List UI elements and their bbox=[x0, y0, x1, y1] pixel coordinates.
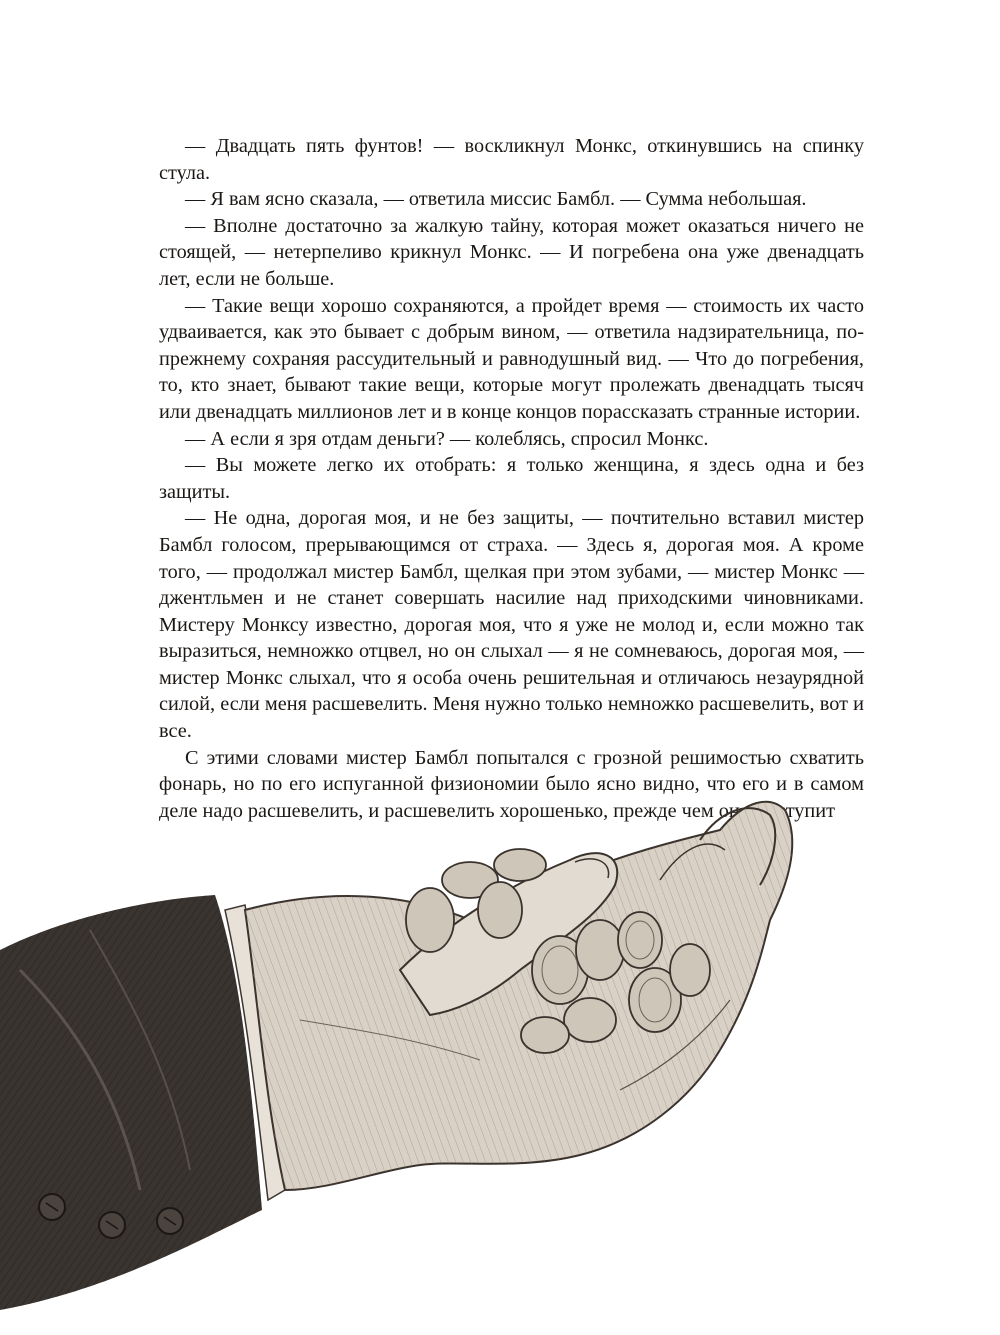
paragraph: С этими словами мистер Бамбл попытался с грозной решимостью схватить фонарь, но по его испуганной физиономии было ясно видно, что его и в самом деле надо расшевелить, и расшевелить хорошенько, прежде чем он приступит bbox=[159, 746, 864, 822]
paragraph: — Вы можете легко их отобрать: я только женщина, я здесь одна и без защиты. bbox=[159, 454, 864, 503]
paragraph: — Такие вещи хорошо сохраняются, а пройдет время — стоимость их часто удваивается, как это бывает с добрым вином, — ответила надзирательница, по-прежнему сохраняя рассудительный и равнодушный вид. — Что до погребения, то, кто знает, бывают такие вещи, которые могут пролежать двенадцать тысяч или двенадцать миллионов лет и в конце концов порассказать странные истории. bbox=[159, 294, 864, 423]
hand-with-coins-illustration bbox=[0, 770, 1000, 1335]
paragraph: — Я вам ясно сказала, — ответила миссис Бамбл. — Сумма небольшая. bbox=[185, 188, 807, 211]
paragraph: — Двадцать пять фунтов! — воскликнул Монкс, откинувшись на спинку стула. bbox=[159, 135, 864, 184]
paragraph: — А если я зря отдам деньги? — колеблясь, спросил Монкс. bbox=[185, 427, 709, 450]
paragraph: — Вполне достаточно за жалкую тайну, которая может оказаться ничего не стоящей, — нетерпеливо крикнул Монкс. — И погребена она уже двенадцать лет, если не больше. bbox=[159, 214, 864, 290]
book-text bbox=[159, 133, 864, 824]
paragraph: — Не одна, дорогая моя, и не без защиты, — почтительно вставил мистер Бамбл голосом, прерывающимся от страха. — Здесь я, дорогая моя. А кроме того, — продолжал мистер Бамбл, щелкая при этом зубами, — мистер Монкс — джентльмен и не станет совершать насилие над приходскими чиновниками. Мистеру Монксу известно, дорогая моя, что я уже не молод и, если можно так выразиться, немножко отцвел, но он слыхал — я не сомневаюсь, дорогая моя, — мистер Монкс слыхал, что я особа очень решительная и отличаюсь незаурядной силой, если меня расшевелить. Меня нужно только немножко расшевелить, вот и все. bbox=[159, 507, 864, 743]
sleeve bbox=[0, 895, 262, 1310]
